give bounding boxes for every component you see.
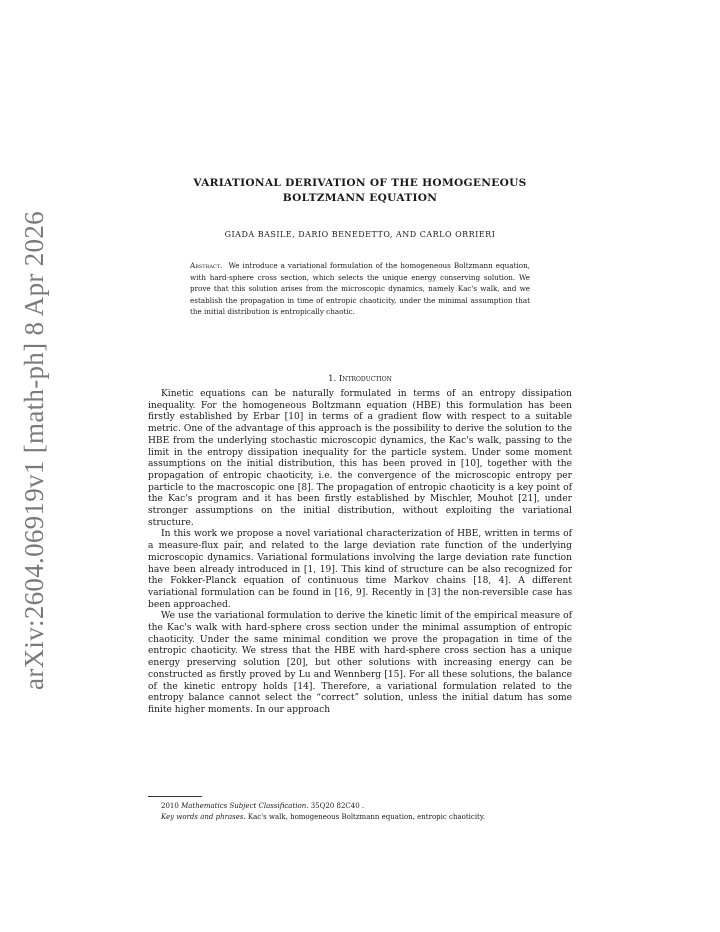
abstract-text: We introduce a variational formulation of the homogeneous Boltzmann equation, with hard-sphere cross section, which selects the unique energy conserving solution. We prove that this solution arises from the microscopic dynamics, namely Kac's walk, and we establish the propagation in time of entropic chaoticity, under the minimal assumption that the initial distribution is entropically chaotic. — [190, 261, 530, 317]
section-heading — [148, 374, 572, 384]
footnotes — [161, 801, 572, 823]
paper-title — [148, 176, 572, 206]
msc-label: Mathematics Subject Classification. — [181, 802, 309, 810]
author-list: GIADA BASILE, DARIO BENEDETTO, AND CARLO ORRIERI — [224, 230, 496, 239]
paragraph-1: Kinetic equations can be naturally formulated in terms of an entropy dissipation inequality. For the homogeneous Boltzmann equation (HBE) this formulation has been firstly established by Erbar [10] in terms of a gradient flow with respect to a suitable metric. One of the advantage of this approach is the possibility to derive the solution to the HBE from the underlying stochastic microscopic dynamics, the Kac's walk, passing to the limit in the entropy dissipation inequality for the particle system. Under some moment assumptions on the initial distribution, this has been proved in [10], together with the propagation of entropic chaoticity, i.e. the convergence of the microscopic entropy per particle to the macroscopic one [8]. The propagation of entropic chaoticity is a key point of the Kac's program and it has been firstly established by Mischler, Mouhot [21], under stronger assumptions on the initial distribution, without exploiting the variational structure. — [148, 389, 572, 528]
msc-codes: 35Q20 82C40 . — [310, 802, 365, 810]
msc-year: 2010 — [161, 802, 179, 810]
paragraph-3: We use the variational formulation to derive the kinetic limit of the empirical measure of the Kac's walk with hard-sphere cross section under the minimal assumption of entropic chaoticity. Under the same minimal condition we prove the propagation in time of the entropic chaoticity. We stress that the HBE with hard-sphere cross section has a unique energy preserving solution [20], but other solutions with increasing energy can be constructed as firstly proved by Lu and Wennberg [15]. For all these solutions, the balance of the kinetic entropy holds [14]. Therefore, a variational formulation related to the entropy balance cannot select the “correct” solution, unless the initial datum has some finite higher moments. In our approach — [148, 611, 572, 715]
paper-title-line-1: VARIATIONAL DERIVATION OF THE HOMOGENEOUS — [193, 177, 527, 189]
arxiv-identifier-stamp — [14, 210, 54, 690]
arxiv-identifier-text: arXiv:2604.06919v1 [math-ph] 8 Apr 2026 — [18, 210, 49, 690]
keywords-text: Kac's walk, homogeneous Boltzmann equation, entropic chaoticity. — [247, 813, 486, 821]
introduction-body — [148, 389, 572, 717]
section-title-text: Introduction — [338, 374, 392, 384]
footnote-divider — [148, 796, 202, 797]
keywords-label: Key words and phrases. — [161, 813, 246, 821]
section-number: 1. — [328, 374, 337, 384]
paper-title-line-2: BOLTZMANN EQUATION — [282, 192, 438, 204]
paragraph-2: In this work we propose a novel variational characterization of HBE, written in terms of a measure-flux pair, and related to the large deviation rate function of the underlying microscopic dynamics. Variational formulations involving the large deviation rate function have been already introduced in [1, 19]. This kind of structure can be also recognized for the Fokker-Planck equation of continuous time Markov chains [18, 4]. A different variational formulation can be found in [16, 9]. Recently in [3] the non-reversible case has been approached. — [148, 529, 572, 610]
msc-footnote — [161, 801, 572, 812]
abstract-label: Abstract. — [190, 261, 223, 270]
abstract — [190, 260, 530, 318]
keywords-footnote — [161, 812, 572, 823]
